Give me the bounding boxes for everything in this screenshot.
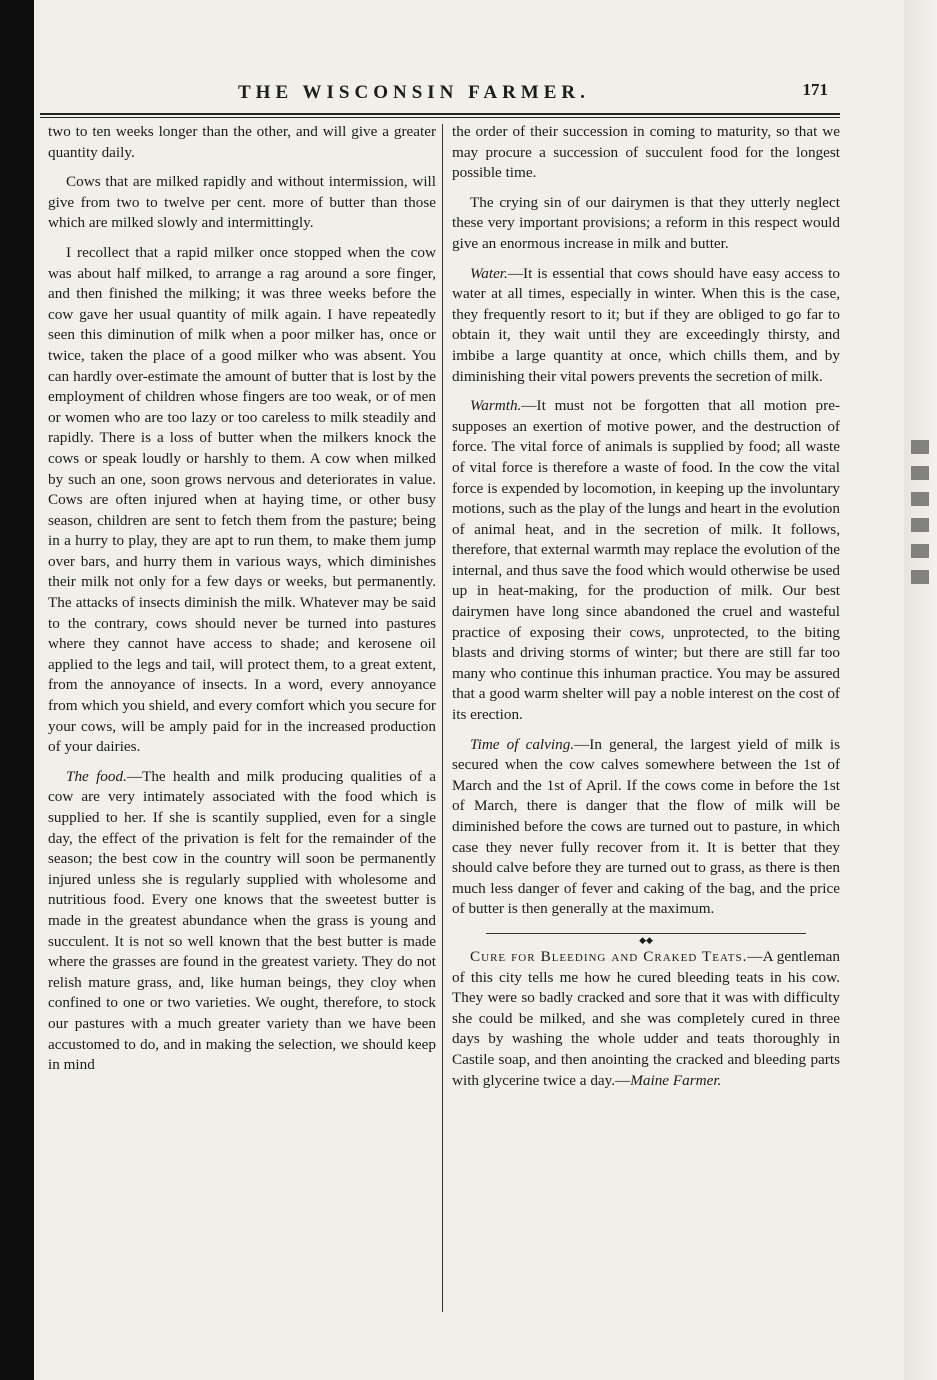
- page-edge: [904, 0, 937, 1380]
- section-heading-calving: Time of calving.: [470, 735, 575, 753]
- ornament-divider: [486, 929, 806, 945]
- header-rule: [40, 113, 840, 118]
- ornament-glyph: ◆◆: [635, 935, 657, 945]
- spine-mark: [911, 440, 929, 590]
- column-divider: [442, 124, 443, 1312]
- paragraph: [48, 767, 436, 1076]
- paragraph-text: —The health and milk producing qualities of a cow are very intimately associated with the food which is supplied to her. If she is scantily supplied, even for a single day, the effect of the privation is felt for the remainder of the season; the best cow in the country will soon be permanently injured unless she is regularly supplied with wholesome and nutritious food. Every one knows that the sweetest butter is made in the greatest abundance when the grass is young and succulent. It is not so well known that the best butter is made where the grasses are found in the greatest variety. They do not relish mature grass, and, like human beings, they cloy when confined to one or two varieties. We ought, therefore, to stock our pastures with a much greater variety than we have been accustomed to do, and in making the selection, we should keep in mind: [48, 767, 436, 1074]
- paragraph: I recollect that a rapid milker once stopped when the cow was about half milked, to arrange a rag around a sore finger, and then finished the milking; it was three weeks before the cow gave her usual quantity of milk again. I have repeatedly seen this diminution of milk when a poor milker has, once or twice, taken the place of a good milker who was absent. You can hardly over-estimate the amount of butter that is lost by the employment of children whose fingers are too weak, or of men or women who are too lazy or too careless to milk steadily and rapidly. There is a loss of butter when the milkers knock the cows or speak loudly or harshly to them. A cow when milked by such an one, soon grows nervous and deteriorates in value. Cows are often injured when at haying time, or other busy season, children are sent to fetch them from the pasture; being in a hurry to play, they are apt to run them, to make them jump over bars, and hurry them in various ways, which diminishes their milk not only for a few days or weeks, but permanently. The attacks of insects diminish the milk. Whatever may be said to the contrary, cows should never be turned into pastures where they cannot have access to shade; and kerosene oil applied to the legs and tail, will protect them, to a great extent, from the annoyance of insects. In a word, every annoyance from which you shield, and every comfort which you secure for your cows, will be amply paid for in the increased production of your dairies.: [48, 243, 436, 756]
- paragraph: [452, 947, 840, 1091]
- paragraph-text: —It must not be forgotten that all motion pre-supposes an exertion of motive power, and the destruction of force. The vital force of animals is supplied by food; all waste of vital force is therefore a waste of food. In the cow the vital force is expended by locomotion, in keeping up the involuntary motions, such as the play of the lungs and heart in the evolution of animal heat, and in the secretion of milk. It follows, therefore, that external warmth may replace the evolution of the internal, and thus save the food which would otherwise be used up in heat-making, for the production of milk. Our best dairymen have long since abandoned the cruel and wasteful practice of exposing their cows, unprotected, to the biting blasts and driving storms of winter; but there are still far too many who continue this inhuman practice. You may be assured that a good warm shelter will pay a noble interest on the cost of its erection.: [452, 397, 840, 724]
- running-header: [238, 80, 828, 110]
- paragraph: [452, 396, 840, 726]
- scan-border: [0, 0, 34, 1380]
- paragraph: [452, 264, 840, 388]
- paragraph: two to ten weeks longer than the other, and will give a greater quantity daily.: [48, 123, 436, 161]
- header-title: THE WISCONSIN FARMER.: [238, 82, 590, 103]
- page-number: 171: [802, 80, 828, 99]
- left-column: [48, 122, 436, 1085]
- paragraph: [452, 735, 840, 920]
- paragraph-text: —In general, the largest yield of milk is secured when the cow calves somewhere between the 1st of March and the 1st of April. If the cows come in before the 1st of March, there is danger that the flow of milk will be diminished before the cows are turned out to pasture, in which case they never fully recover from it. It is better that they should calve before they are turned out to grass, as there is then much less danger of fever and caking of the bag, and the price of butter is then generally at the maximum.: [452, 735, 840, 918]
- paragraph: The crying sin of our dairymen is that they utterly neglect these very important provisions; a reform in this respect would give an enormous increase in milk and butter.: [452, 193, 840, 252]
- paragraph-text: —It is essential that cows should have easy access to water at all times, especially in winter. When this is the case, they frequently resort to it; but if they are obliged to go far to obtain it, they wait until they are exceedingly thirsty, and imbibe a large quantity at once, which chills them, and by diminishing their vital powers prevents the secretion of milk.: [452, 264, 840, 385]
- section-heading-water: Water.: [470, 264, 508, 282]
- section-heading-warmth: Warmth.: [470, 397, 522, 415]
- paragraph: Cows that are milked rapidly and without intermission, will give from two to twelve per cent. more of butter than those which are milked slowly and intermittingly.: [48, 173, 436, 232]
- article-heading: Cure for Bleeding and Craked Teats.: [470, 947, 748, 965]
- right-column: [452, 122, 840, 1100]
- paragraph-text: —A gentleman of this city tells me how he cured bleeding teats in his cow. They were so badly cracked and sore that it was with difficulty she could be milked, and she was completely cured in three days by washing the whole udder and teats thoroughly in Castile soap, and then anointing the cracked and bleeding parts with glycerine twice a day.—: [452, 947, 840, 1089]
- source-credit: Maine Farmer.: [630, 1071, 722, 1089]
- section-heading-food: The food.: [66, 767, 127, 785]
- paragraph: the order of their succession in coming to maturity, so that we may procure a succession of succulent food for the longest possible time.: [452, 123, 840, 182]
